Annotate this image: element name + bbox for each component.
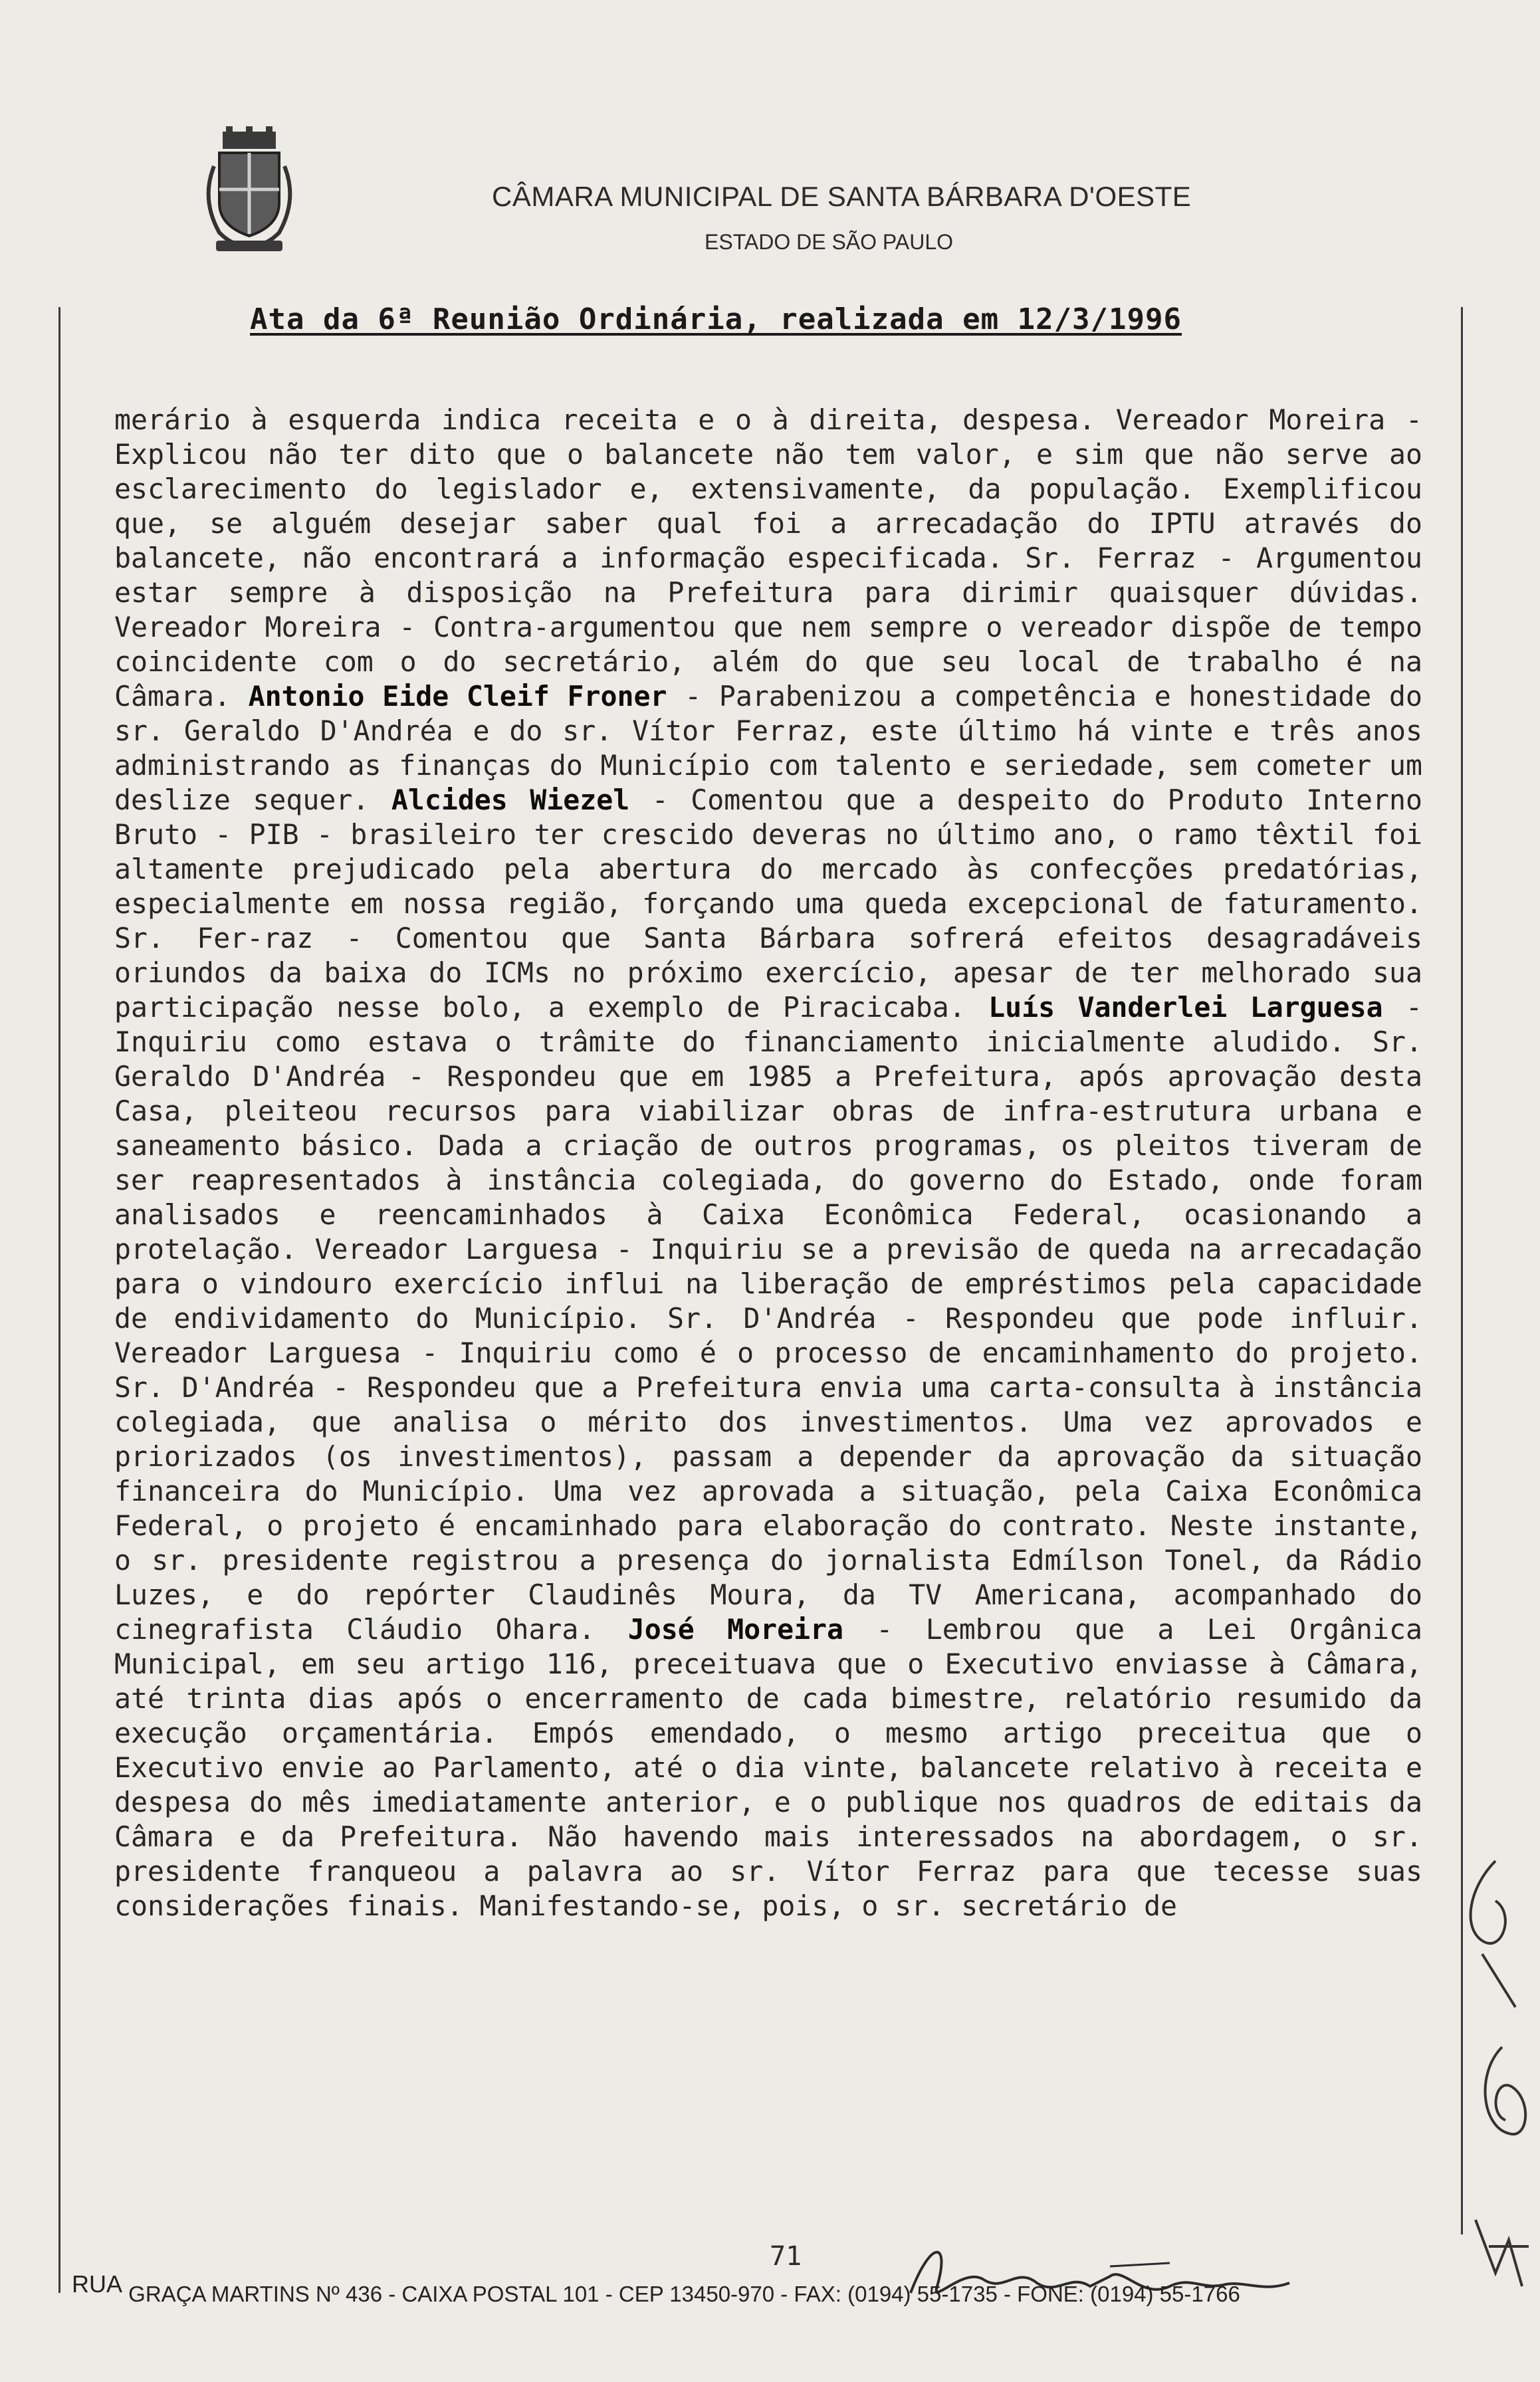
speaker-name: Antonio Eide Cleif Froner: [248, 680, 667, 712]
speaker-name: Alcides Wiezel: [391, 784, 630, 816]
body-text: merário à esquerda indica receita e o à direita, despesa. Vereador Moreira - Explicou não ter dito que o balancete não tem valor, e sim que não serve ao esclarecimento do legislador e, extensivamente, da população. Exemplificou que, se alguém desejar saber qual foi a arrecadação do IPTU através do balancete, não encontrará a informação especificada. Sr. Ferraz - Argumentou estar sempre à disposição na Prefeitura para dirimir quaisquer dúvidas. Vereador Moreira - Contra-argumentou que nem sempre o vereador dispõe de tempo coincidente com o do secretário, além do que seu local de trabalho é na Câmara.: [114, 403, 1422, 712]
minutes-body: [114, 403, 1422, 1923]
left-margin-line: [58, 307, 60, 2293]
institution-title: CÂMARA MUNICIPAL DE SANTA BÁRBARA D'OESTE: [492, 181, 1192, 212]
document-title: Ata da 6ª Reunião Ordinária, realizada em 12/3/1996: [250, 302, 1182, 336]
speaker-name: Luís Vanderlei Larguesa: [988, 991, 1383, 1024]
footer-address-text: GRAÇA MARTINS Nº 436 - CAIXA POSTAL 101 - CEP 13450-970 - FAX: (0194) 55-1735 - FONE: (0194) 55-1766: [122, 2282, 1240, 2306]
coat-of-arms-icon: [199, 126, 299, 259]
body-text: - Comentou que a despeito do Produto Interno Bruto - PIB - brasileiro ter crescido deveras no último ano, o ramo têxtil foi altamente prejudicado pela abertura do mercado às confecções predatórias, especialmente em nossa região, forçando uma queda excepcional de faturamento. Sr. Fer-raz - Comentou que Santa Bárbara sofrerá efeitos desagradáveis oriundos da baixa do ICMs no próximo exercício, apesar de ter melhorado sua participação nesse bolo, a exemplo de Piracicaba.: [114, 784, 1422, 1024]
footer-rua: RUA: [72, 2270, 123, 2298]
body-text: - Lembrou que a Lei Orgânica Municipal, em seu artigo 116, preceituava que o Executivo enviasse à Câmara, até trinta dias após o encerramento de cada bimestre, relatório resumido da execução orçamentária. Empós emendado, o mesmo artigo preceitua que o Executivo envie ao Parlamento, até o dia vinte, balancete relativo à receita e despesa do mês imediatamente anterior, e o publique nos quadros de editais da Câmara e da Prefeitura. Não havendo mais interessados na abordagem, o sr. presidente franqueou a palavra ao sr. Vítor Ferraz para que tecesse suas considerações finais. Manifestando-se, pois, o sr. secretário de: [114, 1613, 1422, 1922]
footer-address: [72, 2270, 1240, 2308]
body-text: - Parabenizou a competência e honestidade do sr. Geraldo D'Andréa e do sr. Vítor Ferraz, este último há vinte e três anos administrando as finanças do Município com talento e seriedade, sem cometer um deslize sequer.: [114, 680, 1422, 816]
page-number: 71: [770, 2241, 802, 2272]
margin-initials-signature: [1456, 1848, 1540, 2313]
body-text: - Inquiriu como estava o trâmite do financiamento inicialmente aludido. Sr. Geraldo D'Andréa - Respondeu que em 1985 a Prefeitura, após aprovação desta Casa, pleiteou recursos para viabilizar obras de infra-estrutura urbana e saneamento básico. Dada a criação de outros programas, os pleitos tiveram de ser reapresentados à instância colegiada, do governo do Estado, onde foram analisados e reencaminhados à Caixa Econômica Federal, ocasionando a protelação. Vereador Larguesa - Inquiriu se a previsão de queda na arrecadação para o vindouro exercício influi na liberação de empréstimos pela capacidade de endividamento do Município. Sr. D'Andréa - Respondeu que pode influir. Vereador Larguesa - Inquiriu como é o processo de encaminhamento do projeto. Sr. D'Andréa - Respondeu que a Prefeitura envia uma carta-consulta à instância colegiada, que analisa o mérito dos investimentos. Uma vez aprovados e priorizados (os investimentos), passam a depender da aprovação da situação financeira do Município. Uma vez aprovada a situação, pela Caixa Econômica Federal, o projeto é encaminhado para elaboração do contrato. Neste instante, o sr. presidente registrou a presença do jornalista Edmílson Tonel, da Rádio Luzes, e do repórter Claudinês Moura, da TV Americana, acompanhado do cinegrafista Cláudio Ohara.: [114, 991, 1422, 1646]
speaker-name: José Moreira: [627, 1613, 844, 1646]
state-subtitle: ESTADO DE SÃO PAULO: [705, 230, 954, 254]
